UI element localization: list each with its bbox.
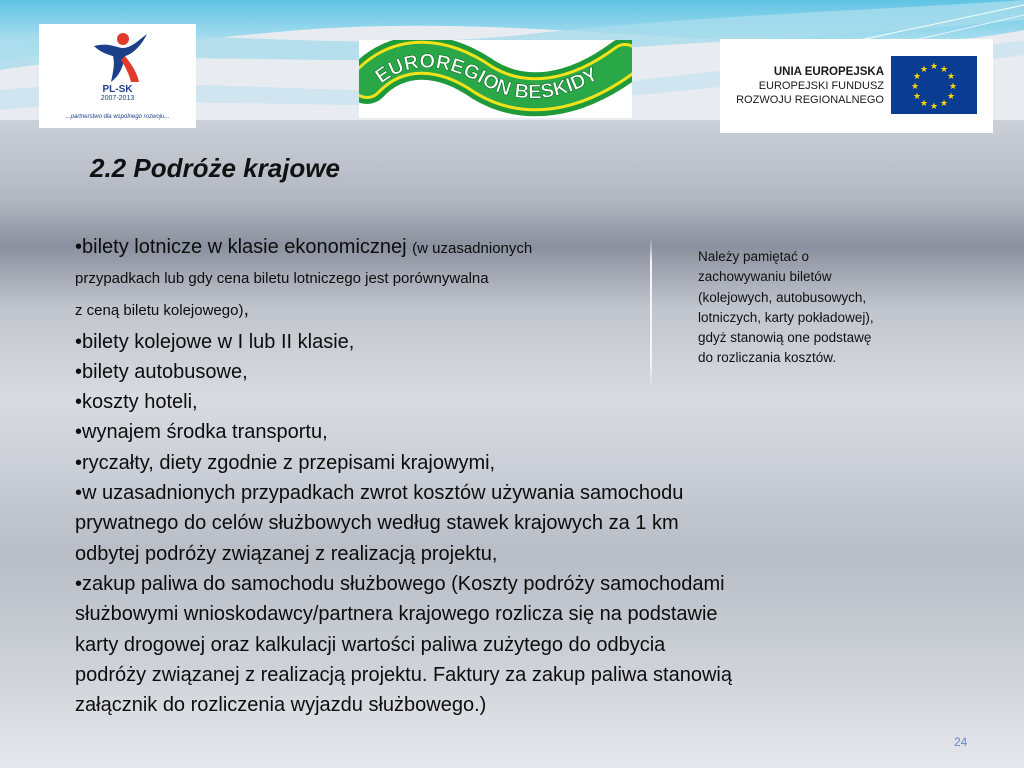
plsk-tagline: ...partnerstwo dla wspólnego rozwoju... bbox=[65, 114, 170, 120]
bullet-air-tickets: •bilety lotnicze w klasie ekonomicznej bbox=[75, 236, 413, 258]
bullet-air-tickets-end: , bbox=[243, 298, 249, 321]
bullet-train-tickets: •bilety kolejowe w I lub II klasie, bbox=[75, 330, 355, 353]
bullet-private-car-line-3: odbytej podróży związanej z realizacją projektu, bbox=[75, 542, 498, 565]
svg-text:★: ★ bbox=[912, 72, 922, 82]
svg-text:★: ★ bbox=[919, 99, 929, 109]
svg-text:★: ★ bbox=[910, 82, 920, 92]
bullet-air-tickets-note-b: przypadkach lub gdy cena biletu lotniczego jest porównywalna bbox=[75, 270, 489, 288]
euroregion-text: EUROREGION BESKIDY bbox=[371, 50, 602, 104]
bullet-fuel-line-5: załącznik do rozliczenia wyjazdu służbowego.) bbox=[75, 694, 487, 717]
bullet-air-tickets-note-a: (w uzasadnionych bbox=[412, 240, 533, 257]
euroregion-beskidy-logo bbox=[359, 40, 632, 118]
bullet-private-car-line-2: prywatnego do celów służbowych według stawek krajowych za 1 km bbox=[75, 512, 679, 535]
bullet-air-tickets-note-c: z ceną biletu kolejowego) bbox=[75, 302, 244, 320]
bullet-fuel-line-1: •zakup paliwa do samochodu służbowego (Koszty podróży samochodami bbox=[75, 572, 725, 595]
plsk-logo bbox=[39, 24, 196, 128]
side-note bbox=[698, 247, 938, 369]
eu-line-2: EUROPEJSKI FUNDUSZ bbox=[758, 80, 884, 92]
bullet-allowances: •ryczałty, diety zgodnie z przepisami krajowymi, bbox=[75, 451, 496, 474]
note-line: lotniczych, karty pokładowej), bbox=[698, 309, 874, 325]
euroregion-banner-icon bbox=[359, 40, 632, 118]
page-number: 24 bbox=[954, 735, 968, 749]
plsk-figure-icon bbox=[39, 24, 196, 86]
bullet-bus-tickets: •bilety autobusowe, bbox=[75, 360, 248, 383]
svg-text:★: ★ bbox=[939, 99, 949, 109]
eu-text-block bbox=[734, 65, 884, 107]
note-line: Należy pamiętać o bbox=[698, 249, 810, 264]
bullet-fuel-line-4: podróży związanej z realizacją projektu. Faktury za zakup paliwa stanowią bbox=[75, 663, 732, 686]
eu-flag-icon bbox=[891, 56, 977, 114]
svg-text:★: ★ bbox=[948, 82, 958, 92]
svg-text:★: ★ bbox=[929, 62, 939, 72]
bullet-vehicle-rental: •wynajem środka transportu, bbox=[75, 421, 328, 444]
eu-line-1: UNIA EUROPEJSKA bbox=[773, 66, 884, 78]
note-line: gdyż stanowią one podstawę bbox=[698, 330, 872, 346]
svg-text:★: ★ bbox=[912, 92, 922, 102]
slide-title: 2.2 Podróże krajowe bbox=[90, 153, 340, 183]
bullet-hotel-costs: •koszty hoteli, bbox=[75, 391, 198, 414]
note-line: do rozliczania kosztów. bbox=[698, 350, 837, 366]
note-line: (kolejowych, autobusowych, bbox=[698, 289, 867, 305]
eu-line-3: ROZWOJU REGIONALNEGO bbox=[736, 94, 884, 106]
plsk-years: 2007-2013 bbox=[100, 95, 135, 102]
plsk-name: PL-SK bbox=[102, 84, 133, 95]
svg-text:★: ★ bbox=[946, 92, 956, 102]
bullet-fuel-line-2: służbowymi wnioskodawcy/partnera krajowego rozlicza się na podstawie bbox=[75, 603, 718, 626]
bullet-private-car-line-1: •w uzasadnionych przypadkach zwrot kosztów używania samochodu bbox=[75, 482, 684, 505]
svg-text:★: ★ bbox=[929, 102, 939, 112]
svg-text:★: ★ bbox=[939, 65, 949, 75]
note-divider bbox=[650, 240, 652, 385]
note-line: zachowywaniu biletów bbox=[698, 269, 832, 285]
bullet-fuel-line-3: karty drogowej oraz kalkulacji wartości paliwa zużytego do odbycia bbox=[75, 633, 666, 656]
eu-logo bbox=[720, 39, 993, 133]
svg-text:★: ★ bbox=[946, 72, 956, 82]
svg-text:★: ★ bbox=[919, 65, 929, 75]
